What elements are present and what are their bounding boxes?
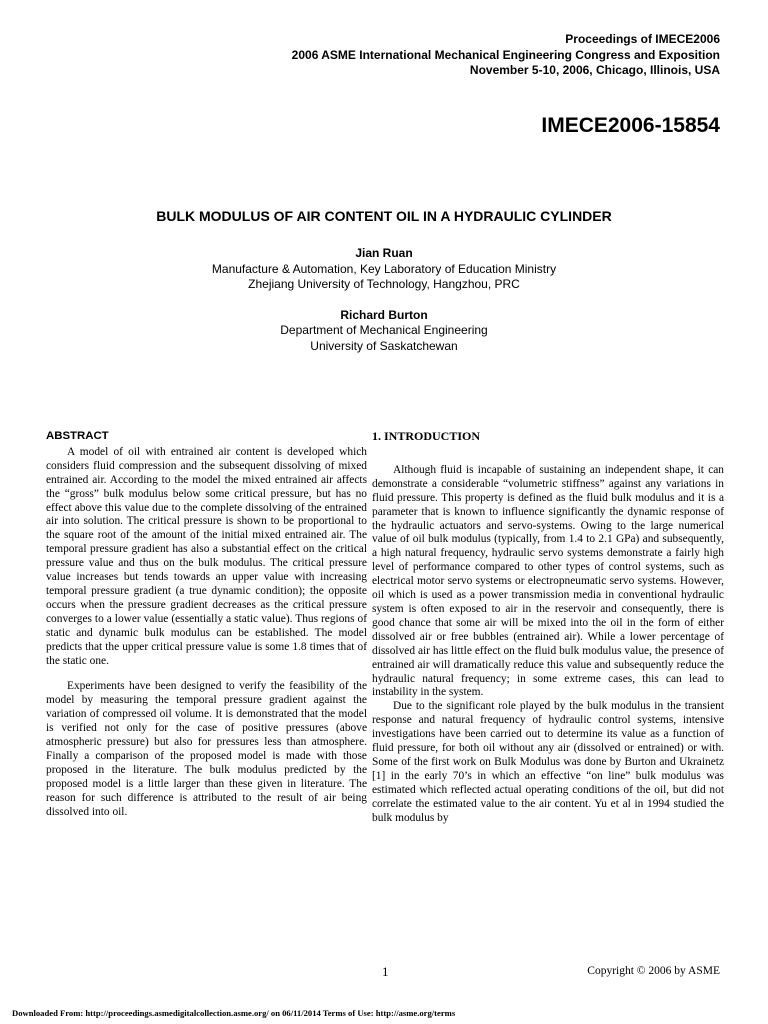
- abstract-paragraph: Experiments have been designed to verify the feasibility of the model by measuring the temporal pressure gradient against the variation of compressed oil volume. It is demonstrated that the model is verified not only for the case of positive pressures (above atmospheric pressure) but also for pressures less than atmosphere. Finally a comparison of the proposed model is made with those proposed in the literature. The bulk modulus predicted by the proposed model is a little larger than these given in literature. The reason for such difference is attributed to the result of air being dissolved into oil.: [46, 680, 367, 818]
- author-affiliation: University of Saskatchewan: [310, 338, 458, 353]
- page-number: 1: [382, 964, 389, 979]
- conference-line-1: Proceedings of IMECE2006: [565, 32, 720, 46]
- introduction-paragraph: Due to the significant role played by the bulk modulus in the transient response and natural frequency of hydraulic control systems, intensive investigations have been carried out to determine its value as a function of fluid pressure, for both oil without any air (dissolved or entrained) or with. Some of the first work on Bulk Modulus was done by Burton and Ukrainetz [1] in the early 70’s in which an effective “on line” bulk modulus was estimated which reflected actual operating conditions of the oil, but did not correlate the estimated value to the air content. Yu et al in 1994 studied the bulk modulus by: [372, 700, 724, 824]
- introduction-column: [372, 430, 724, 825]
- abstract-heading: ABSTRACT: [46, 430, 109, 442]
- conference-header: [292, 32, 720, 79]
- download-notice: Downloaded From: http://proceedings.asmedigitalcollection.asme.org/ on 06/11/2014 Terms of Use: http://asme.org/terms: [12, 1008, 456, 1018]
- introduction-heading: 1. INTRODUCTION: [372, 429, 481, 443]
- paper-title: BULK MODULUS OF AIR CONTENT OIL IN A HYDRAULIC CYLINDER: [156, 208, 612, 224]
- abstract-paragraph: A model of oil with entrained air content is developed which considers fluid compression and the subsequent dissolving of mixed entrained air. According to the model the mixed entrained air affects the “gross” bulk modulus below some critical pressure, but has no effect above this value due to the complete dissolving of the entrained air into solution. The critical pressure is shown to be proportional to the square root of the amount of the initial mixed entrained air. The temporal pressure gradient has also a substantial effect on the critical pressure value and thus on the bulk modulus. The critical pressure value increases but tends towards an upper value with increasing temporal pressure gradient (a true dynamic condition); the opposite occurs when the pressure gradient decreases as the critical pressure converges to a lower value (essentially a static value). Thus regions of static and dynamic bulk modulus can be established. The model predicts that the upper critical pressure value is some 1.8 times that of the static one.: [46, 445, 367, 667]
- author-name: Richard Burton: [340, 307, 428, 322]
- conference-line-2: 2006 ASME International Mechanical Engineering Congress and Exposition: [291, 47, 720, 62]
- introduction-paragraph: Although fluid is incapable of sustaining an independent shape, it can demonstrate a considerable “volumetric stiffness” against any variations in fluid pressure. This property is defined as the fluid bulk modulus and it is a parameter that is known to influence significantly the dynamic response of the hydraulic actuators and servo-systems. Owing to the large numerical value of oil bulk modulus (typically, from 1.4 to 2.1 GPa) and subsequently, a high natural frequency, hydraulic servo systems demonstrate a fairly high level of performance compared to other types of control systems, such as electrical motor servo systems or electropneumatic servo systems. However, oil which is used as a power transmission media in conventional hydraulic system is often exposed to air in the reservoir and consequently, there is good chance that some air will be mixed into the oil in the form of either dissolved air or free bubbles (entrained air). While a lower percentage of dissolved air has little effect on the fluid bulk modulus value, the presence of entrained air will dramatically reduce this value and subsequently reduce the hydraulic natural frequency; in some extreme cases, this can lead to instability in the system.: [372, 463, 724, 699]
- conference-line-3: November 5-10, 2006, Chicago, Illinois, USA: [469, 63, 720, 77]
- author-name: Jian Ruan: [355, 246, 413, 260]
- author-block: [0, 246, 768, 354]
- paper-id: IMECE2006-15854: [541, 114, 720, 137]
- copyright-notice: Copyright © 2006 by ASME: [587, 965, 720, 977]
- abstract-column: [46, 430, 367, 819]
- author-affiliation: Department of Mechanical Engineering: [280, 323, 488, 337]
- author-affiliation: Zhejiang University of Technology, Hangzhou, PRC: [248, 277, 520, 291]
- author-affiliation: Manufacture & Automation, Key Laboratory of Education Ministry: [211, 261, 557, 276]
